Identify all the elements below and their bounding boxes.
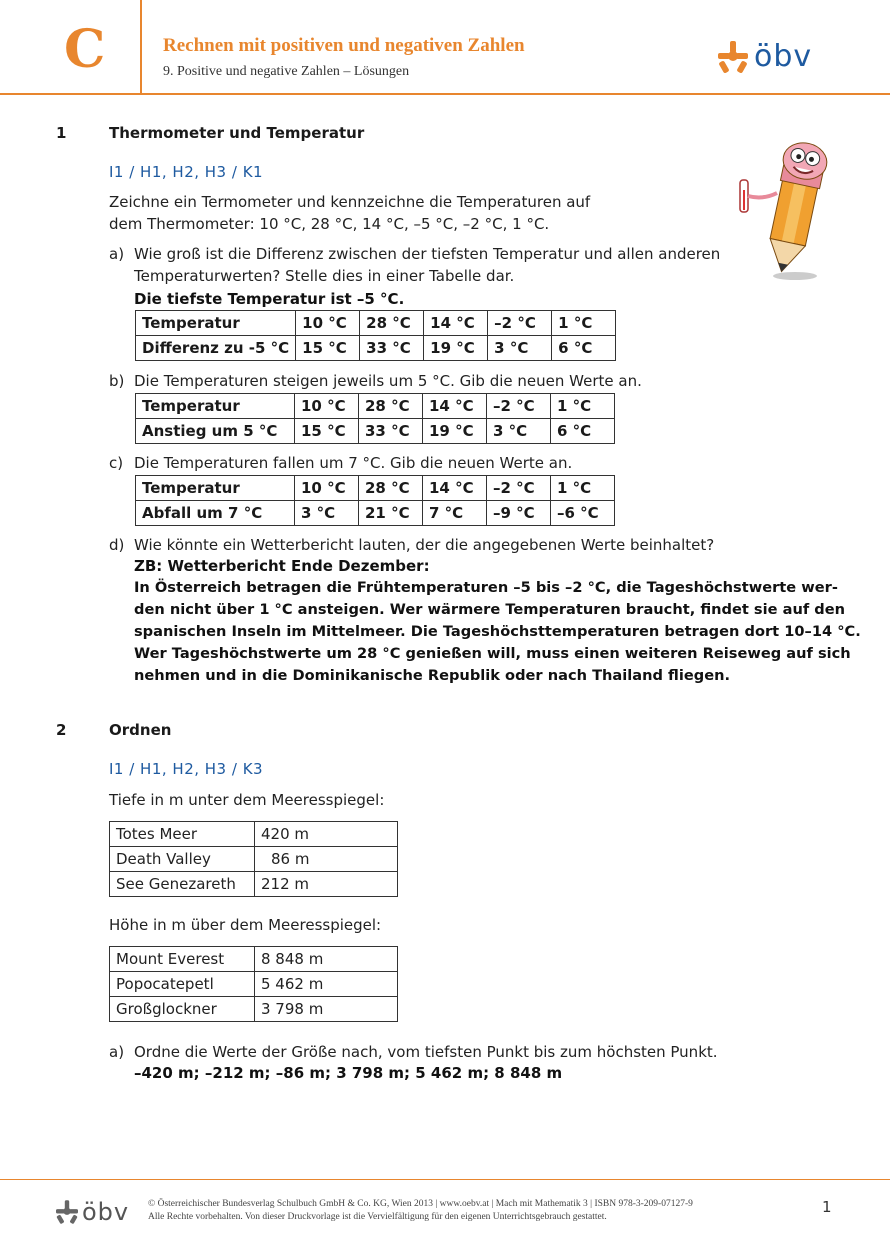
table-cell: 1 °C bbox=[551, 394, 615, 419]
table-cell: 28 °C bbox=[359, 394, 423, 419]
task2-competencies: I1 / H1, H2, H3 / K3 bbox=[109, 760, 264, 778]
task2-title: Ordnen bbox=[109, 721, 172, 739]
table-cell: 86 m bbox=[255, 847, 398, 872]
task1-c-text: Die Temperaturen fallen um 7 °C. Gib die neuen Werte an. bbox=[134, 454, 573, 472]
table-row bbox=[136, 501, 615, 526]
depth-table bbox=[109, 821, 398, 897]
table-row bbox=[110, 822, 398, 847]
page-subtitle: 9. Positive und negative Zahlen – Lösungen bbox=[163, 64, 410, 79]
table-cell: Anstieg um 5 °C bbox=[136, 419, 295, 444]
table-row bbox=[136, 311, 616, 336]
task1-c-table bbox=[135, 475, 615, 526]
table-cell: Differenz zu -5 °C bbox=[136, 336, 296, 361]
table-cell: 19 °C bbox=[423, 419, 487, 444]
footer-logo-text: öbv bbox=[82, 1198, 130, 1226]
task2-a-answer: –420 m; –212 m; –86 m; 3 798 m; 5 462 m; 8 848 m bbox=[134, 1064, 563, 1082]
footer-divider bbox=[0, 1179, 890, 1180]
task2-height-intro: Höhe in m über dem Meeresspiegel: bbox=[109, 916, 382, 934]
table-cell: Abfall um 7 °C bbox=[136, 501, 295, 526]
table-row bbox=[136, 394, 615, 419]
pencil-mascot-icon bbox=[735, 138, 835, 283]
task1-intro-2: dem Thermometer: 10 °C, 28 °C, 14 °C, –5 °C, –2 °C, 1 °C. bbox=[109, 215, 550, 233]
table-cell: 19 °C bbox=[424, 336, 488, 361]
table-cell: Temperatur bbox=[136, 394, 295, 419]
table-cell: 10 °C bbox=[295, 476, 359, 501]
table-cell: 3 798 m bbox=[255, 997, 398, 1022]
height-table bbox=[109, 946, 398, 1022]
table-cell: –2 °C bbox=[487, 394, 551, 419]
task2-depth-intro: Tiefe in m unter dem Meeresspiegel: bbox=[109, 791, 385, 809]
table-cell: See Genezareth bbox=[110, 872, 255, 897]
task1-b-table bbox=[135, 393, 615, 444]
obv-star-icon bbox=[718, 41, 748, 73]
table-cell: 21 °C bbox=[359, 501, 423, 526]
footer-line-2: Alle Rechte vorbehalten. Von dieser Druckvorlage ist die Vervielfältigung für den eigenen Unterrichtsgebrauch gestattet. bbox=[148, 1212, 607, 1222]
footer-line-1: © Österreichischer Bundesverlag Schulbuch GmbH & Co. KG, Wien 2013 | www.oebv.at | Mach mit Mathematik 3 | ISBN 978-3-209-07127-9 bbox=[148, 1199, 693, 1209]
task1-a-table bbox=[135, 310, 616, 361]
task2-a-label: a) bbox=[109, 1043, 125, 1061]
table-row bbox=[136, 419, 615, 444]
table-cell: 420 m bbox=[255, 822, 398, 847]
table-cell: 33 °C bbox=[359, 419, 423, 444]
page-number: 1 bbox=[822, 1198, 832, 1216]
task1-number: 1 bbox=[56, 124, 67, 142]
table-cell: –9 °C bbox=[487, 501, 551, 526]
task1-d-text: Wie könnte ein Wetterbericht lauten, der die angegebenen Werte beinhaltet? bbox=[134, 536, 715, 554]
table-cell: Death Valley bbox=[110, 847, 255, 872]
footer-copyright bbox=[148, 1198, 693, 1224]
table-cell: 6 °C bbox=[552, 336, 616, 361]
table-cell: 5 462 m bbox=[255, 972, 398, 997]
task1-a-text-2: Temperaturwerten? Stelle dies in einer Tabelle dar. bbox=[134, 267, 515, 285]
obv-star-icon bbox=[56, 1200, 78, 1224]
table-cell: 14 °C bbox=[423, 394, 487, 419]
table-row bbox=[136, 336, 616, 361]
table-cell: 7 °C bbox=[423, 501, 487, 526]
task2-a-text: Ordne die Werte der Größe nach, vom tiefsten Punkt bis zum höchsten Punkt. bbox=[134, 1043, 718, 1061]
table-cell: Temperatur bbox=[136, 311, 296, 336]
table-cell: 15 °C bbox=[295, 419, 359, 444]
table-cell: Popocatepetl bbox=[110, 972, 255, 997]
task2-number: 2 bbox=[56, 721, 67, 739]
table-cell: 28 °C bbox=[360, 311, 424, 336]
task1-b-label: b) bbox=[109, 372, 125, 390]
task1-intro-1: Zeichne ein Termometer und kennzeichne die Temperaturen auf bbox=[109, 193, 591, 211]
table-cell: 1 °C bbox=[551, 476, 615, 501]
task1-b-text: Die Temperaturen steigen jeweils um 5 °C. Gib die neuen Werte an. bbox=[134, 372, 642, 390]
table-row bbox=[110, 847, 398, 872]
table-cell: 28 °C bbox=[359, 476, 423, 501]
table-cell: 3 °C bbox=[295, 501, 359, 526]
table-row bbox=[110, 997, 398, 1022]
logo-text: öbv bbox=[754, 39, 813, 74]
table-cell: 3 °C bbox=[488, 336, 552, 361]
task1-a-text-1: Wie groß ist die Differenz zwischen der tiefsten Temperatur und allen anderen bbox=[134, 245, 721, 263]
table-cell: –2 °C bbox=[488, 311, 552, 336]
task1-d-answer-4: spanischen Inseln im Mittelmeer. Die Tageshöchsttemperaturen betragen dort 10–14 °C. bbox=[134, 623, 861, 640]
task1-d-answer-2: In Österreich betragen die Frühtemperaturen –5 bis –2 °C, die Tageshöchstwerte wer- bbox=[134, 579, 838, 596]
table-cell: 10 °C bbox=[296, 311, 360, 336]
table-cell: 6 °C bbox=[551, 419, 615, 444]
table-cell: –2 °C bbox=[487, 476, 551, 501]
table-row bbox=[110, 872, 398, 897]
chapter-letter: C bbox=[64, 19, 106, 80]
table-cell: 14 °C bbox=[423, 476, 487, 501]
page-title: Rechnen mit positiven und negativen Zahlen bbox=[163, 35, 525, 56]
footer-logo bbox=[56, 1198, 129, 1226]
task1-d-answer-1: ZB: Wetterbericht Ende Dezember: bbox=[134, 557, 430, 575]
table-row bbox=[136, 476, 615, 501]
task1-d-answer-6: nehmen und in die Dominikanische Republik oder nach Thailand fliegen. bbox=[134, 667, 731, 684]
task1-title: Thermometer und Temperatur bbox=[109, 124, 365, 142]
task1-d-answer-3: den nicht über 1 °C ansteigen. Wer wärmere Temperaturen braucht, findet sie auf den bbox=[134, 601, 845, 618]
table-cell: 212 m bbox=[255, 872, 398, 897]
table-cell: Temperatur bbox=[136, 476, 295, 501]
header-divider-vertical bbox=[140, 0, 142, 94]
task1-a-answer: Die tiefste Temperatur ist –5 °C. bbox=[134, 290, 405, 308]
table-cell: Mount Everest bbox=[110, 947, 255, 972]
table-row bbox=[110, 947, 398, 972]
table-cell: 3 °C bbox=[487, 419, 551, 444]
table-cell: 15 °C bbox=[296, 336, 360, 361]
table-cell: 8 848 m bbox=[255, 947, 398, 972]
table-cell: 14 °C bbox=[424, 311, 488, 336]
task1-a-label: a) bbox=[109, 245, 125, 263]
task1-c-label: c) bbox=[109, 454, 124, 472]
task1-competencies: I1 / H1, H2, H3 / K1 bbox=[109, 163, 264, 181]
table-row bbox=[110, 972, 398, 997]
publisher-logo bbox=[718, 40, 812, 74]
task1-d-label: d) bbox=[109, 536, 125, 554]
table-cell: Totes Meer bbox=[110, 822, 255, 847]
table-cell: 10 °C bbox=[295, 394, 359, 419]
header-divider bbox=[0, 93, 890, 95]
table-cell: Großglockner bbox=[110, 997, 255, 1022]
task1-d-answer-5: Wer Tageshöchstwerte um 28 °C genießen will, muss einen weiteren Reiseweg auf sich bbox=[134, 645, 851, 662]
table-cell: 33 °C bbox=[360, 336, 424, 361]
table-cell: –6 °C bbox=[551, 501, 615, 526]
table-cell: 1 °C bbox=[552, 311, 616, 336]
